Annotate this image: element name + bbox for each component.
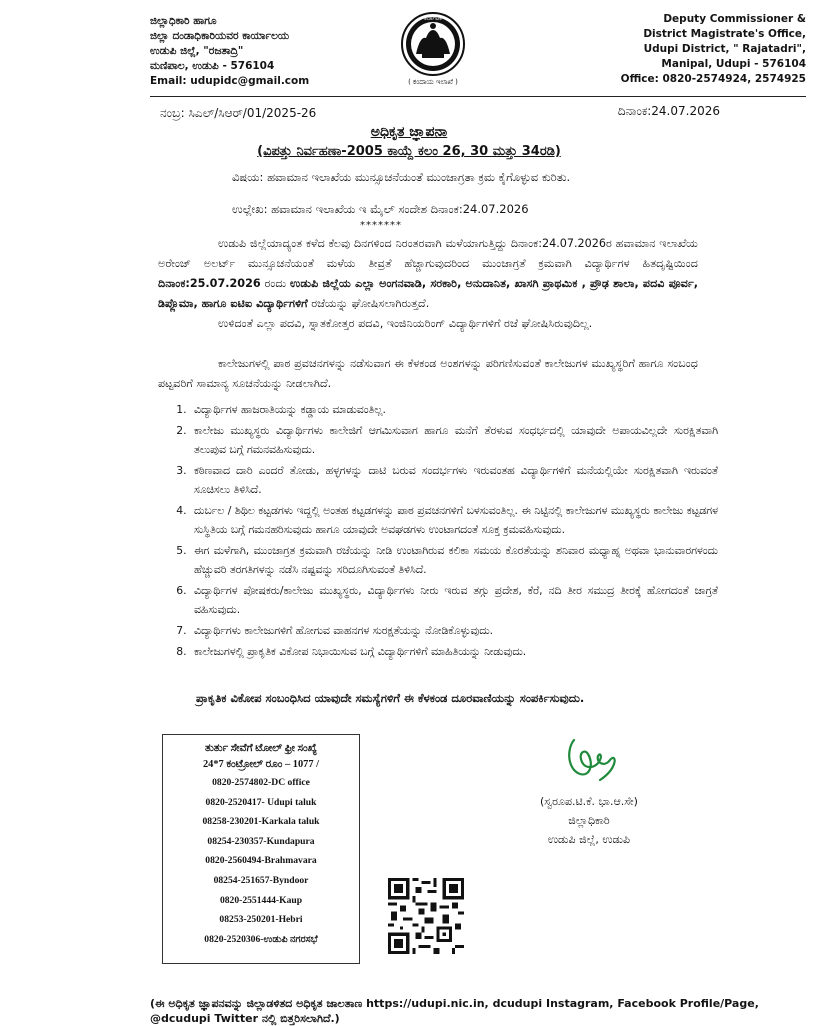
instructions-list [168,400,718,663]
list-item: 2. ಕಾಲೇಜು ಮುಖ್ಯಸ್ಥರು ವಿದ್ಯಾರ್ಥಿಗಳು ಕಾಲೇಜಿಗೆ ಆಗಮಿಸುವಾಗ ಹಾಗೂ ಮನೆಗೆ ತೆರಳುವ ಸಂಧರ್ಭದಲ್ಲಿ ಯಾವುದೇ ಅಪಾಯವಿಲ್ಲದೇ ಸುರಕ್ಷಿತವಾಗಿ ತಲುಪುವ ಬಗ್ಗೆ ಗಮನವಹಿಸುವುದು. [190,421,718,459]
header-right-line1: Deputy Commissioner & [663,13,806,25]
helpline-number: 08253-250201-Hebri [219,914,303,926]
header-left-line2: ಜಿಲ್ಲಾ ದಂಡಾಧಿಕಾರಿಯವರ ಕಾರ್ಯಾಲಯ [150,30,290,42]
separator-stars: ******* [360,220,402,231]
emblem-bottom-text: ( ಕಂದಾಯ ಇಲಾಖೆ ) [408,78,458,86]
exemption-paragraph: ಉಳಿದಂತೆ ಎಲ್ಲಾ ಪದವಿ, ಸ್ನಾತಕೋತ್ತರ ಪದವಿ, ಇಂಜಿನಿಯರಿಂಗ್ ವಿದ್ಯಾರ್ಥಿಗಳಿಗೆ ರಜೆ ಘೋಷಿಸಿರುವುದಿಲ್ಲ. [218,317,593,330]
header-right-line4: Manipal, Udupi - 576104 [661,58,806,70]
helpline-number: 08254-230357-Kundapura [207,835,315,847]
signatory-place: ಉಡುಪಿ ಜಿಲ್ಲೆ, ಉಡುಪಿ [547,833,631,846]
list-item: 3. ಕಠಿಣವಾದ ದಾರಿ ಎಂದರೆ ತೋಡು, ಹಳ್ಳಗಳನ್ನು ದಾಟಿ ಬರುವ ಸಂದರ್ಭಗಳು ಇರುವಂತಹ ವಿದ್ಯಾರ್ಥಿಗಳಿಗೆ ಮನೆಯಲ್ಲಿಯೇ ಸುರಕ್ಷಿತವಾಗಿ ಇರುವಂತೆ ಸೂಚಿಸಲು ತಿಳಿಸಿದೆ. [190,461,718,499]
office-header-kannada [150,14,309,89]
main-paragraph [158,234,698,314]
document-date: ದಿನಾಂಕ:24.07.2026 [617,104,720,118]
header-divider [150,96,806,97]
list-item: 5. ಈಗ ಮಳೆಗಾಗಿ, ಮುಂಜಾಗ್ರತ ಕ್ರಮವಾಗಿ ರಜೆಯನ್ನು ನೀಡಿ ಉಂಟಾಗಿರುವ ಕಲಿಕಾ ಸಮಯ ಕೊರತೆಯನ್ನು ಶನಿವಾರ ಮಧ್ಯಾಹ್ನ ಅಥವಾ ಭಾನುವಾರಗಳಂದು ಹೆಚ್ಚುವರಿ ತರಗತಿಗಳನ್ನು ನಡೆಸಿ ನಷ್ಟವನ್ನು ಸರಿದೂಗಿಸುವಂತೆ ತಿಳಿಸಿದೆ. [190,541,718,579]
helpline-number: 08254-251657-Byndoor [213,874,309,886]
list-item: 4. ದುರ್ಬಲ / ಶಿಥಿಲ ಕಟ್ಟಡಗಳು ಇದ್ದಲ್ಲಿ ಅಂತಹ ಕಟ್ಟಡಗಳನ್ನು ಪಾಠ ಪ್ರವಚನಗಳಿಗೆ ಬಳಸುವಂತಿಲ್ಲ. ಈ ನಿಟ್ಟಿನಲ್ಲಿ ಕಾಲೇಜುಗಳ ಮುಖ್ಯಸ್ಥರು ಕಾಲೇಜು ಕಟ್ಟಡಗಳ ಸುಸ್ಥಿತಿಯ ಬಗ್ಗೆ ಗಮನಹರಿಸುವುದು ಹಾಗೂ ಯಾವುದೇ ಅವಘಡಗಳು ಉಂಟಾಗದಂತೆ ಸೂಕ್ತ ಕ್ರಮವಹಿಸುವುದು. [190,501,718,539]
helpline-number: 08258-230201-Karkala taluk [202,816,320,828]
control-room-number: 24*7 ಕಂಟ್ರೋಲ್ ರೂಂ – 1077 / [202,759,320,770]
helpline-number: 0820-2520306-ಉಡುಪಿ ನಗರಸಭೆ [204,933,318,945]
para1-text-a: ಉಡುಪಿ ಜಿಲ್ಲೆಯಾದ್ಯಂತ ಕಳೆದ ಕೆಲವು ದಿನಗಳಿಂದ ನಿರಂತರವಾಗಿ ಮಳೆಯಾಗುತ್ತಿದ್ದು ದಿನಾಂಕ:24.07.2026ರ ಹವಾಮಾನ ಇಲಾಖೆಯ ಅರೇಂಜ್ ಅಲರ್ಟ್ ಮುನ್ಸೂಚನೆಯಂತೆ ಮಳೆಯ ತೀವ್ರತೆ ಹೆಚ್ಚಾಗುವುದರಿಂದ ಮುಂಜಾಗ್ರತೆ ಕ್ರಮವಾಗಿ ವಿದ್ಯಾರ್ಥಿಗಳ ಹಿತದೃಷ್ಟಿಯಿಂದ [158,237,698,270]
para1-text-b: ರಂದು [260,277,291,290]
reference-number: ನಂಬ್ರ: ಸಿಎಲ್/ಸಿಆರ್/01/2025-26 [160,106,317,120]
signatory-name: (ಸ್ವರೂಪ.ಟಿ.ಕೆ. ಭಾ.ಆ.ಸೇ) [540,795,638,808]
subject-line: ವಿಷಯ: ಹವಾಮಾನ ಇಲಾಖೆಯ ಮುನ್ಸೂಚನೆಯಂತೆ ಮುಂಜಾಗ್ರತಾ ಕ್ರಮ ಕೈಗೊಳ್ಳುವ ಕುರಿತು. [232,170,571,184]
list-item: 6. ವಿದ್ಯಾರ್ಥಿಗಳ ಪೋಷಕರು/ಕಾಲೇಜು ಮುಖ್ಯಸ್ಥರು, ವಿದ್ಯಾರ್ಥಿಗಳು ನೀರು ಇರುವ ತಗ್ಗು ಪ್ರದೇಶ, ಕೆರೆ, ನದಿ ತೀರ ಸಮುದ್ರ ತೀರಕ್ಕೆ ಹೋಗದಂತೆ ಜಾಗ್ರತೆ ವಹಿಸುವುದು. [190,581,718,619]
signatory-block [540,792,638,849]
office-header-english [621,12,806,87]
document-subtitle: (ವಿಪತ್ತು ನಿರ್ವಹಣಾ-2005 ಕಾಯ್ದೆ ಕಲಂ 26, 30 ಮತ್ತು 34ರಡಿ) [257,144,561,159]
emblem-top-text: ಕರ್ನಾಟಕ [424,15,442,22]
header-office-phone: Office: 0820-2574924, 2574925 [620,73,806,85]
document-title: ಅಧಿಕೃತ ಜ್ಞಾಪನಾ [370,124,448,140]
header-email: Email: udupidc@gmail.com [150,75,310,87]
header-right-line2: District Magistrate's Office, [643,28,806,40]
helpline-number: 0820-2560494-Brahmavara [205,855,317,867]
header-left-line3: ಉಡುಪಿ ಜಿಲ್ಲೆ, "ರಜತಾದ್ರಿ" [150,45,244,57]
helpline-number: 0820-2551444-Kaup [219,894,303,906]
list-item: 7. ವಿದ್ಯಾರ್ಥಿಗಳು ಕಾಲೇಜುಗಳಿಗೆ ಹೋಗುವ ವಾಹನಗಳ ಸುರಕ್ಷತೆಯನ್ನು ನೋಡಿಕೊಳ್ಳುವುದು. [190,621,718,640]
instructions-intro-paragraph: ಕಾಲೇಜುಗಳಲ್ಲಿ ಪಾಠ ಪ್ರವಚನಗಳನ್ನು ನಡೆಸುವಾಗ ಈ ಕೆಳಕಂಡ ಅಂಶಗಳನ್ನು ಪರಿಗಣಿಸುವಂತೆ ಕಾಲೇಜುಗಳ ಮುಖ್ಯಸ್ಥರಿಗೆ ಹಾಗೂ ಸಂಬಂಧ ಪಟ್ಟವರಿಗೆ ಸಾಮಾನ್ಯ ಸೂಚನೆಯನ್ನು ನೀಡಲಾಗಿದೆ. [158,357,698,390]
reference-line: ಉಲ್ಲೇಖ: ಹವಾಮಾನ ಇಲಾಖೆಯ ಇ ಮೈಲ್ ಸಂದೇಶ ದಿನಾಂಕ:24.07.2026 [232,202,529,216]
signatory-designation: ಜಿಲ್ಲಾಧಿಕಾರಿ [568,814,610,827]
signature-mark [560,730,620,784]
header-right-line3: Udupi District, " Rajatadri", [643,43,806,55]
para1-institutions: ಉಡುಪಿ ಜಿಲ್ಲೆಯ ಎಲ್ಲಾ ಅಂಗನವಾಡಿ, ಸರಕಾರಿ, ಅನುದಾನಿತ, ಖಾಸಗಿ ಪ್ರಾಥಮಿಕ , ಪ್ರೌಢ ಶಾಲಾ, ಪದವಿ ಪೂರ್ವ, ಡಿಪ್ಲೊಮಾ, ಹಾಗೂ ಐಟಿಐ ವಿದ್ಯಾರ್ಥಿಗಳಿಗೆ [158,277,698,310]
karnataka-emblem-icon [396,10,470,86]
helpline-title: ತುರ್ತು ಸೇವೆಗೆ ಟೋಲ್ ಫ್ರೀ ಸಂಖ್ಯೆ [204,743,318,754]
header-left-line1: ಜಿಲ್ಲಾಧಿಕಾರಿ ಹಾಗೂ [150,15,217,27]
para1-holiday-date: ದಿನಾಂಕ:25.07.2026 [158,277,261,290]
list-item: 8. ಕಾಲೇಜುಗಳಲ್ಲಿ ಪ್ರಾಕೃತಿಕ ವಿಕೋಪ ನಿಭಾಯಿಸುವ ಬಗ್ಗೆ ವಿದ್ಯಾರ್ಥಿಗಳಿಗೆ ಮಾಹಿತಿಯನ್ನು ನೀಡುವುದು. [190,642,718,661]
publication-note: (ಈ ಅಧಿಕೃತ ಜ್ಞಾಪನವನ್ನು ಜಿಲ್ಲಾಡಳಿತದ ಅಧಿಕೃತ ಜಾಲತಾಣ https://udupi.nic.in, dcudupi Instagram, Facebook Profile/Page, @dcudupi Twitter ನಲ್ಲಿ ಬಿತ್ತರಿಸಲಾಗಿದೆ.) [150,997,759,1025]
header-left-line4: ಮಣಿಪಾಲ, ಉಡುಪಿ - 576104 [150,60,275,72]
list-item: 1. ವಿದ್ಯಾರ್ಥಿಗಳ ಹಾಜರಾತಿಯನ್ನು ಕಡ್ಡಾಯ ಮಾಡುವಂತಿಲ್ಲ. [190,400,718,419]
para1-text-c: ರಜೆಯನ್ನು ಘೋಷಿಸಲಾಗಿರುತ್ತದೆ. [307,297,430,310]
qr-code [388,878,464,954]
helpline-number: 0820-2574802-DC office [212,777,310,788]
helpline-number: 0820-2520417- Udupi taluk [205,796,317,808]
closing-note: ಪ್ರಾಕೃತಿಕ ವಿಕೋಪ ಸಂಬಂಧಿಸಿದ ಯಾವುದೇ ಸಮಸ್ಯೆಗಳಿಗೆ ಈ ಕೆಳಕಂಡ ದೂರವಾಣಿಯನ್ನು ಸಂಪರ್ಕಿಸುವುದು. [196,691,585,705]
helpline-box [162,734,360,964]
